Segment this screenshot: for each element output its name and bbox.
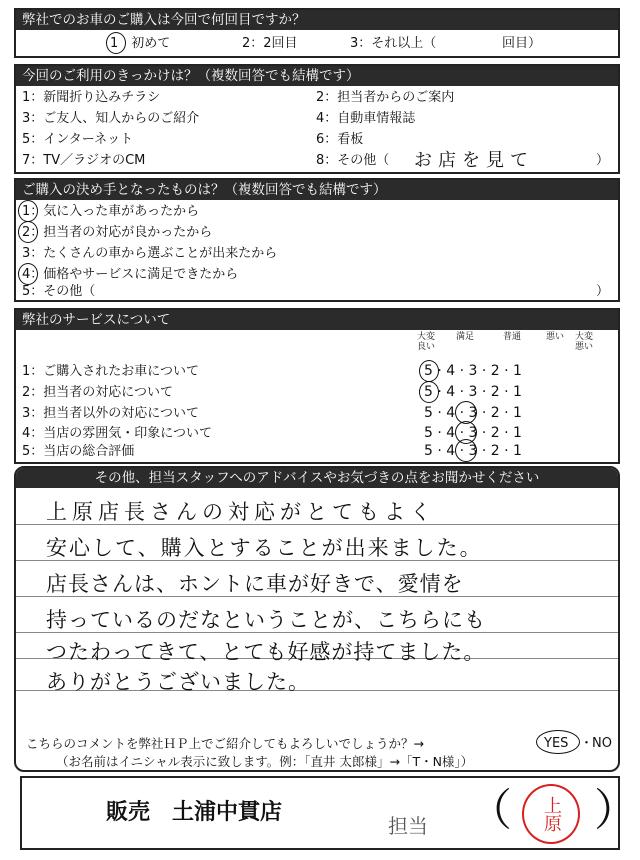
comment-line-5: つたわってきて、とても好感が持てました。	[46, 640, 486, 664]
staff-open-paren: （	[468, 785, 512, 836]
trigger-item-3[interactable]: 3：ご友人、知人からのご紹介	[22, 111, 200, 126]
decision-item-3[interactable]: 3：たくさんの車から選ぶことが出来たから	[22, 246, 278, 261]
service-row-1-rating-circle	[419, 360, 439, 382]
visit-header: 弊社でのお車のご購入は今回で何回目ですか？	[16, 10, 618, 30]
staff-stamp-text: 上原	[541, 796, 562, 832]
trigger-item-1[interactable]: 1：新聞折り込みチラシ	[22, 90, 161, 105]
trigger-item-8[interactable]: 8：その他（	[316, 153, 390, 168]
visit-option-second[interactable]: 2：2回目	[242, 36, 298, 51]
service-row-4-scale[interactable]: 5 · 4 · 3 · 2 · 1	[424, 425, 522, 441]
publish-question: こちらのコメントを弊社ＨＰ上でご紹介してもよろしいでしょうか？→	[26, 736, 424, 751]
trigger-item-6[interactable]: 6：看板	[316, 132, 364, 147]
publish-dot: ・	[580, 736, 594, 751]
service-header: 弊社のサービスについて	[16, 310, 618, 330]
service-row-5-rating-circle	[455, 439, 477, 462]
scale-label-bad: 悪い	[545, 332, 564, 342]
decision-item-5[interactable]: 5：その他（	[22, 284, 96, 299]
service-row-2-scale[interactable]: 5 · 4 · 3 · 2 · 1	[424, 384, 522, 400]
trigger-close-paren: ）	[596, 153, 610, 168]
service-row-5-label: 5：当店の総合評価	[22, 444, 135, 459]
trigger-item-5[interactable]: 5：インターネット	[22, 132, 134, 147]
trigger-item-2[interactable]: 2：担当者からのご案内	[316, 90, 455, 105]
service-row-3-scale[interactable]: 5 · 4 · 3 · 2 · 1	[424, 405, 522, 421]
trigger-item-7[interactable]: 7：TV／ラジオのCM	[22, 153, 146, 168]
comment-line-6: ありがとうございました。	[46, 670, 310, 694]
scale-label-normal: 普通	[502, 332, 521, 342]
service-row-3-label: 3：担当者以外の対応について	[22, 406, 200, 421]
comments-header: その他、担当スタッフへのアドバイスやお気づきの点をお聞かせください	[16, 468, 618, 488]
decision-close-paren: ）	[596, 284, 610, 299]
decision-circle-2	[18, 221, 38, 243]
publish-no[interactable]: NO	[592, 736, 612, 751]
service-row-1-label: 1：ご購入されたお車について	[22, 364, 200, 379]
visit-option-first[interactable]: 1 初めて	[110, 36, 171, 51]
decision-item-2[interactable]: 2：担当者の対応が良かったから	[22, 225, 213, 240]
staff-close-paren: ）	[594, 785, 638, 836]
service-row-4-label: 4：当店の雰囲気・印象について	[22, 426, 213, 441]
comments-section	[14, 466, 620, 772]
trigger-header: 今回のご利用のきっかけは？（複数回答でも結構です）	[16, 66, 618, 86]
visit-selected-circle	[106, 32, 126, 54]
service-row-2-rating-circle	[419, 381, 439, 403]
staff-stamp	[522, 784, 580, 844]
comment-line-3: 店長さんは、ホントに車が好きで、愛情を	[46, 572, 464, 596]
decision-header: ご購入の決め手となったものは？（複数回答でも結構です）	[16, 180, 618, 200]
decision-item-1[interactable]: 1：気に入った車があったから	[22, 204, 200, 219]
publish-yes[interactable]: YES	[544, 736, 569, 751]
decision-circle-4	[18, 263, 38, 285]
decision-section	[14, 178, 620, 302]
service-row-1-scale[interactable]: 5 · 4 · 3 · 2 · 1	[424, 363, 522, 379]
visit-option-more[interactable]: 3：それ以上（	[350, 36, 437, 51]
service-row-5-scale[interactable]: 5 · 4 · 3 · 2 · 1	[424, 443, 522, 459]
visit-option-more-suffix: 回目）	[502, 36, 542, 51]
trigger-section	[14, 64, 620, 174]
publish-note: （お名前はイニシャル表示に致します。例：「直井 太郎様」→「T・N様」）	[56, 754, 474, 769]
staff-label: 担当	[388, 814, 428, 838]
scale-label-satisfied: 満足	[455, 332, 474, 342]
comment-line-2: 安心して、購入とすることが出来ました。	[46, 536, 483, 560]
visit-section	[14, 8, 620, 58]
scale-label-very-bad: 大変悪い	[574, 332, 593, 352]
trigger-other-handwritten: お店を見て	[414, 150, 534, 171]
comment-line-1: 上原店長さんの対応がとてもよく	[46, 500, 436, 524]
shop-footer	[20, 776, 638, 850]
service-row-2-label: 2：担当者の対応について	[22, 385, 174, 400]
decision-item-4[interactable]: 4：価格やサービスに満足できたから	[22, 267, 239, 282]
scale-label-very-good: 大変良い	[416, 332, 435, 352]
shop-name: 販売 土浦中貫店	[106, 800, 283, 825]
trigger-item-4[interactable]: 4：自動車情報誌	[316, 111, 416, 126]
comment-line-4: 持っているのだなということが、こちらにも	[46, 608, 486, 632]
publish-yes-circle	[536, 730, 580, 754]
decision-circle-1	[18, 200, 38, 222]
service-section	[14, 308, 620, 464]
